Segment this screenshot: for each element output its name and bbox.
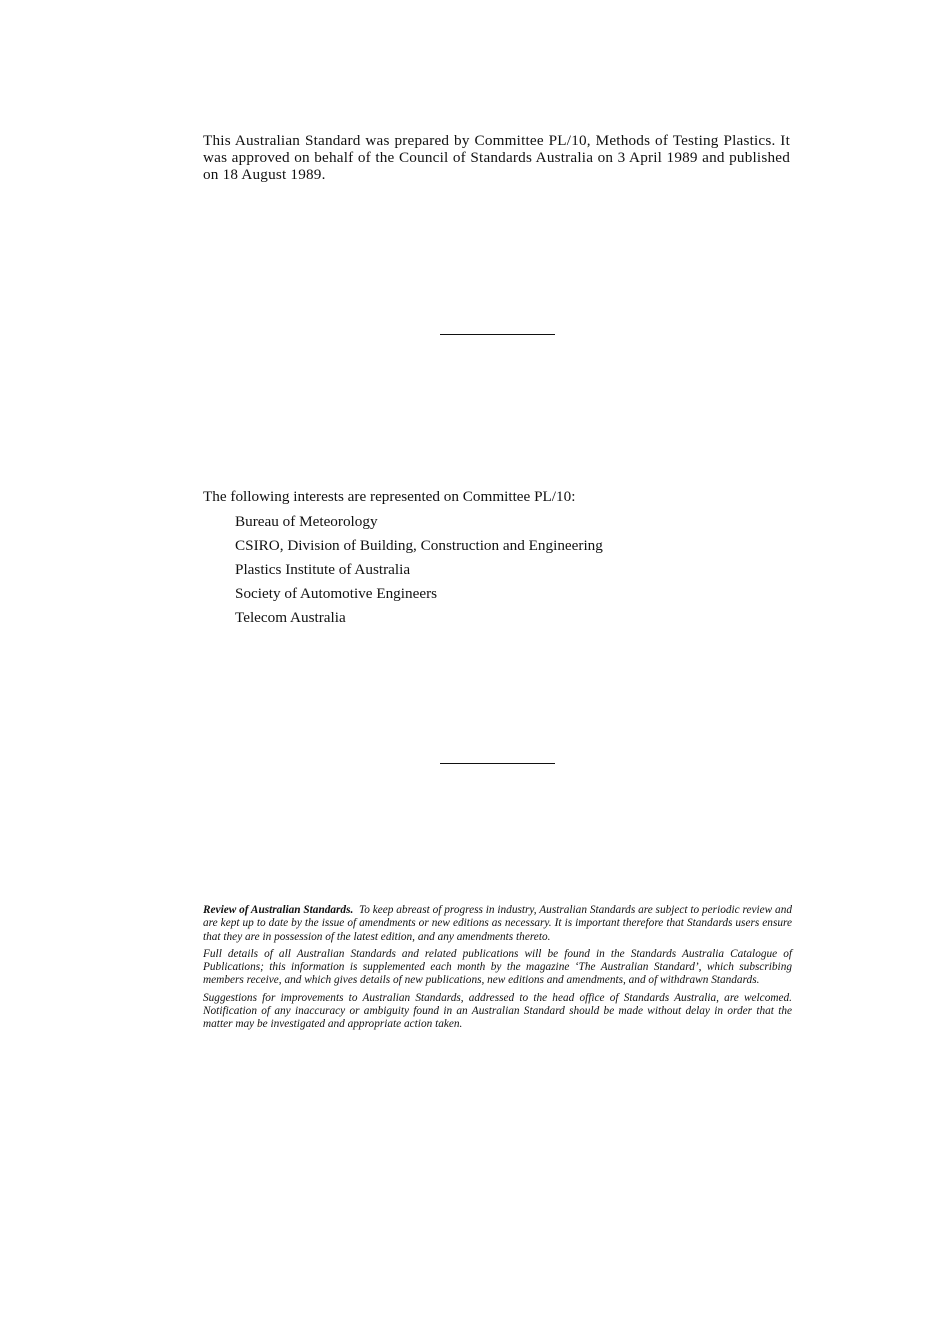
committee-member: Bureau of Meteorology bbox=[235, 513, 378, 530]
committee-lead: The following interests are represented on Committee PL/10: bbox=[203, 488, 576, 505]
review-notice bbox=[203, 904, 792, 1036]
divider-rule bbox=[440, 334, 555, 335]
committee-member: Telecom Australia bbox=[235, 609, 346, 626]
review-text: To keep abreast of progress in industry, Australian Standards are subject to periodic review and are kept up to date by the issue of amendments or new editions as necessary. It is important therefore that Standards users ensure that they are in possession of the latest edition, and any amendments thereto. bbox=[203, 904, 792, 943]
review-paragraph: Full details of all Australian Standards and related publications will be found in the Standards Australia Catalogue of Publications; this information is supplemented each month by the magazine ‘The Australian Standard’, which subscribing members receive, and which gives details of new publications, new editions and amendments, and of withdrawn Standards. bbox=[203, 947, 792, 987]
committee-member: CSIRO, Division of Building, Construction and Engineering bbox=[235, 537, 603, 554]
committee-member: Society of Automotive Engineers bbox=[235, 585, 438, 602]
review-heading: Review of Australian Standards. bbox=[203, 904, 354, 916]
review-paragraph bbox=[203, 904, 792, 944]
committee-member: Plastics Institute of Australia bbox=[235, 561, 411, 578]
divider-rule bbox=[440, 763, 555, 764]
committee-member-list bbox=[203, 510, 603, 630]
committee-section bbox=[203, 487, 603, 630]
review-paragraph: Suggestions for improvements to Australian Standards, addressed to the head office of Standards Australia, are welcomed. Notification of any inaccuracy or ambiguity found in an Australian Standard should be made without delay in order that the matter may be investigated and appropriate action taken. bbox=[203, 991, 792, 1031]
approval-statement: This Australian Standard was prepared by Committee PL/10, Methods of Testing Plastics. It was approved on behalf of the Council of Standards Australia on 3 April 1989 and published on 18 August 1989. bbox=[203, 132, 790, 183]
